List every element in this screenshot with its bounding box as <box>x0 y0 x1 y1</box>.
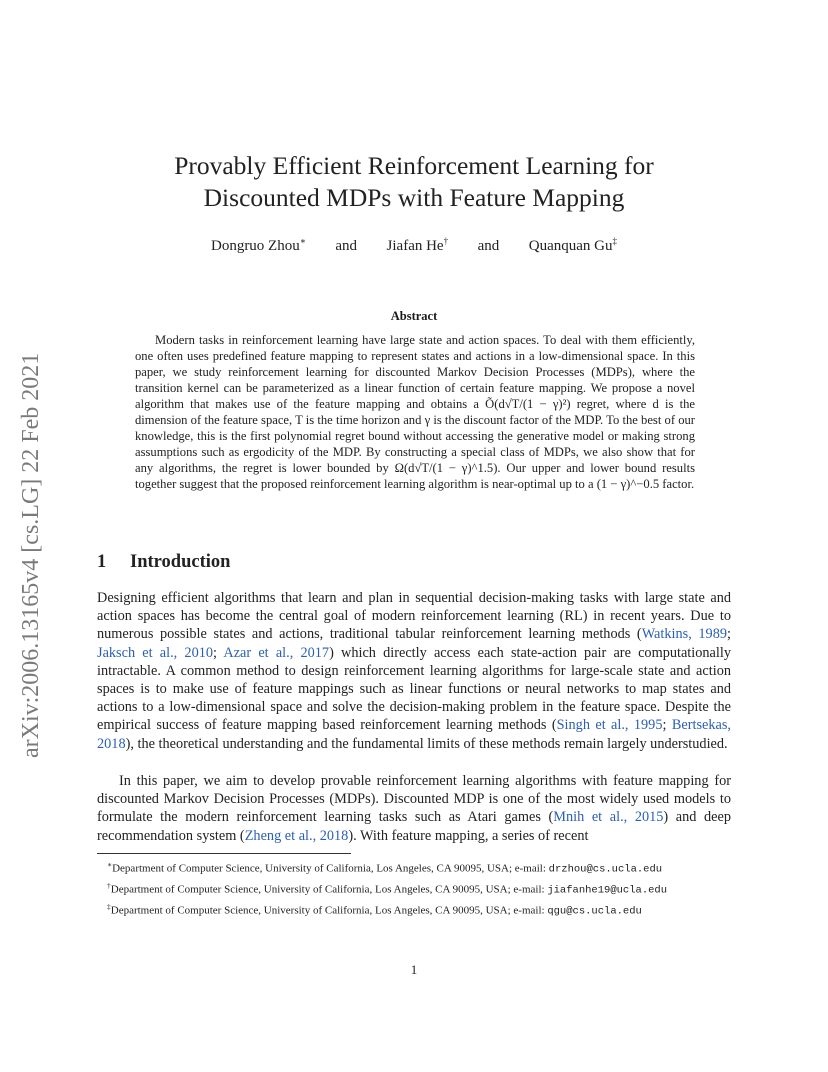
author-2-name: Jiafan He <box>386 238 444 254</box>
intro-p2-text-a: In this paper, we aim to develop provable reinforcement learning algorithms with feature mapping for discounted Markov Decision Processes (MDPs). Discounted MDP is one of the most widely used models to formulate the modern reinforcement learning tasks such as Atari games ( <box>97 773 731 826</box>
intro-paragraph-2 <box>97 772 731 845</box>
author-3-name: Quanquan Gu <box>528 238 613 254</box>
author-3-mark: ‡ <box>612 236 617 246</box>
citation-bertsekas[interactable]: Bertsekas, 2018 <box>97 717 731 752</box>
footnote-1 <box>97 857 731 878</box>
intro-p2-text-c: ). With feature mapping, a series of recent <box>348 827 589 844</box>
author-1-mark: ∗ <box>299 236 306 246</box>
author-2 <box>387 238 449 254</box>
citation-azar[interactable]: Azar et al., 2017 <box>223 644 330 661</box>
author-list <box>98 236 730 255</box>
abstract-heading: Abstract <box>390 309 438 323</box>
author-separator-1: and <box>335 238 358 254</box>
arxiv-identifier: arXiv:2006.13165v4 [cs.LG] 22 Feb 2021 <box>18 352 44 758</box>
citation-singh[interactable]: Singh et al., 1995 <box>556 717 663 734</box>
title-line-1: Provably Efficient Reinforcement Learning for <box>174 151 654 180</box>
intro-p1-text-c: ), the theoretical understanding and the fundamental limits of these methods remain largely understudied. <box>125 735 728 752</box>
footnote-3-email[interactable]: qgu@cs.ucla.edu <box>547 905 642 918</box>
footnote-1-text: Department of Computer Science, University of California, Los Angeles, CA 90095, USA; e-mail: <box>112 862 549 875</box>
footnotes <box>97 857 731 920</box>
author-1-name: Dongruo Zhou <box>210 238 300 254</box>
intro-p2-text-b: ) and deep recommendation system ( <box>97 809 732 844</box>
section-title: Introduction <box>130 552 231 572</box>
footnote-1-email[interactable]: drzhou@cs.ucla.edu <box>548 863 663 876</box>
footnote-1-mark: ∗ <box>107 860 113 869</box>
citation-separator: ; <box>727 626 731 643</box>
footnote-3 <box>97 899 731 920</box>
citation-watkins[interactable]: Watkins, 1989 <box>641 626 728 643</box>
author-3 <box>529 238 617 254</box>
footnote-3-text: Department of Computer Science, University of California, Los Angeles, CA 90095, USA; e-mail: <box>110 904 548 917</box>
author-separator-2: and <box>477 238 500 254</box>
footnote-3-mark: ‡ <box>107 902 111 912</box>
footnote-2-text: Department of Computer Science, University of California, Los Angeles, CA 90095, USA; e-mail: <box>110 883 548 896</box>
intro-paragraph-1 <box>97 589 731 753</box>
title-line-2: Discounted MDPs with Feature Mapping <box>203 183 625 212</box>
citation-mnih[interactable]: Mnih et al., 2015 <box>553 809 664 826</box>
footnote-rule <box>97 853 351 854</box>
footnote-2-mark: † <box>107 881 111 891</box>
abstract-text: Modern tasks in reinforcement learning have large state and action spaces. To deal with them efficiently, one often uses predefined feature mapping to represent states and actions in a low-dimensional space. In this paper, we study reinforcement learning for discounted Markov Decision Processes (MDPs), where the transition kernel can be parameterized as a linear function of certain feature mapping. We propose a novel algorithm that makes use of the feature mapping and obtains a Õ(d√T/(1 − γ)²) regret, where d is the dimension of the feature space, T is the time horizon and γ is the discount factor of the MDP. To the best of our knowledge, this is the first polynomial regret bound without accessing the generative model or making strong assumptions such as ergodicity of the MDP. By constructing a special class of MDPs, we also show that for any algorithms, the regret is lower bounded by Ω(d√T/(1 − γ)^1.5). Our upper and lower bound results together suggest that the proposed reinforcement learning algorithm is near-optimal up to a (1 − γ)^−0.5 factor. <box>135 333 695 491</box>
footnote-2-email[interactable]: jiafanhe19@ucla.edu <box>547 884 668 897</box>
section-number: 1 <box>97 552 107 572</box>
footnote-2 <box>97 878 731 899</box>
citation-separator: ; <box>662 717 672 734</box>
citation-separator: ; <box>213 644 224 661</box>
author-2-mark: † <box>443 236 449 246</box>
intro-p1-text-a: Designing efficient algorithms that learn and plan in sequential decision-making tasks with large state and action spaces has become the central goal of modern reinforcement learning (RL) in recent years. Due to numerous possible states and actions, traditional tabular reinforcement learning methods ( <box>97 590 731 643</box>
paper-title <box>98 150 730 214</box>
arxiv-side-stamp <box>12 288 50 758</box>
citation-jaksch[interactable]: Jaksch et al., 2010 <box>97 644 214 661</box>
citation-zheng[interactable]: Zheng et al., 2018 <box>244 827 349 844</box>
page-number: 1 <box>410 962 418 977</box>
intro-p1-text-b: ) which directly access each state-action pair are computationally intractable. A common method to design reinforcement learning algorithms for large-scale state and action spaces is to make use of feature mappings such as linear functions or neural networks to map states and actions to a low-dimensional space and solve the decision-making problem in the feature space. Despite the empirical success of feature mapping based reinforcement learning methods ( <box>97 644 731 734</box>
author-1 <box>211 238 306 254</box>
section-heading <box>97 552 230 573</box>
